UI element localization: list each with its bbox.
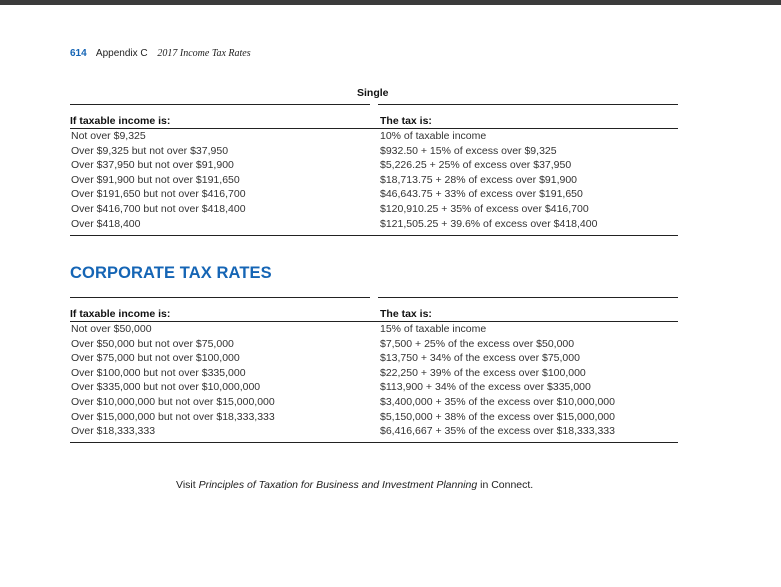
table-cell: Over $91,900 but not over $191,650 [71, 173, 240, 186]
table-cell: Over $9,325 but not over $37,950 [71, 144, 229, 157]
table-cell: Over $335,000 but not over $10,000,000 [71, 381, 261, 394]
table-cell: $121,505.25 + 39.6% of excess over $418,400 [380, 217, 598, 230]
table-cell: Over $100,000 but not over $335,000 [71, 366, 246, 379]
column-gap [370, 297, 378, 300]
table-cell: 10% of taxable income [380, 130, 487, 142]
corporate-col1-header: If taxable income is: [70, 308, 171, 320]
footer-prefix: Visit [176, 479, 199, 491]
table-cell: Over $50,000 but not over $75,000 [71, 337, 234, 350]
footer-note [176, 479, 533, 491]
table-bottom-rule [70, 442, 678, 443]
table-cell: $3,400,000 + 35% of the excess over $10,000,000 [380, 395, 615, 408]
table-cell: Over $416,700 but not over $418,400 [71, 202, 246, 215]
table-cell: $13,750 + 34% of the excess over $75,000 [380, 352, 580, 365]
table-cell: $7,500 + 25% of the excess over $50,000 [380, 337, 575, 350]
single-table-title: Single [357, 87, 389, 99]
table-cell: $5,226.25 + 25% of excess over $37,950 [380, 159, 572, 172]
running-title: 2017 Income Tax Rates [157, 48, 251, 59]
table-cell: Over $418,400 [71, 217, 141, 230]
table-cell: $120,910.25 + 35% of excess over $416,700 [380, 202, 589, 215]
table-cell: Over $75,000 but not over $100,000 [71, 352, 240, 365]
corporate-tax-table [70, 297, 678, 445]
table-cell: Not over $9,325 [71, 130, 146, 142]
page-header [70, 48, 251, 59]
single-tax-table [70, 104, 678, 238]
table-cell: $5,150,000 + 38% of the excess over $15,000,000 [380, 410, 615, 423]
single-col1-header: If taxable income is: [70, 115, 171, 127]
table-cell: $113,900 + 34% of the excess over $335,000 [380, 381, 591, 394]
table-cell: 15% of taxable income [380, 323, 487, 335]
page-number: 614 [70, 48, 87, 59]
table-bottom-rule [70, 235, 678, 236]
table-cell: Over $15,000,000 but not over $18,333,333 [71, 410, 275, 423]
single-col2-header: The tax is: [380, 115, 432, 127]
table-cell: $22,250 + 39% of the excess over $100,000 [380, 366, 586, 379]
table-cell: $932.50 + 15% of excess over $9,325 [380, 144, 557, 157]
table-cell: Over $18,333,333 [71, 425, 156, 438]
corporate-col2-header: The tax is: [380, 308, 432, 320]
corporate-tax-column [380, 322, 615, 439]
footer-suffix: in Connect. [477, 479, 534, 491]
table-cell: Not over $50,000 [71, 323, 152, 335]
corporate-income-column [71, 322, 275, 439]
table-cell: Over $10,000,000 but not over $15,000,000 [71, 395, 275, 408]
appendix-label: Appendix C [95, 48, 148, 59]
document-page [0, 5, 781, 587]
table-cell: $46,643.75 + 33% of excess over $191,650 [380, 188, 583, 201]
table-cell: Over $37,950 but not over $91,900 [71, 159, 234, 172]
single-tax-column [380, 129, 597, 231]
table-cell: $18,713.75 + 28% of excess over $91,900 [380, 173, 578, 186]
single-income-column [71, 129, 246, 231]
table-cell: $6,416,667 + 35% of the excess over $18,333,333 [380, 425, 615, 438]
column-gap [370, 104, 378, 107]
table-cell: Over $191,650 but not over $416,700 [71, 188, 246, 201]
corporate-section-title: CORPORATE TAX RATES [70, 264, 272, 282]
footer-book-title: Principles of Taxation for Business and Investment Planning [198, 479, 478, 491]
